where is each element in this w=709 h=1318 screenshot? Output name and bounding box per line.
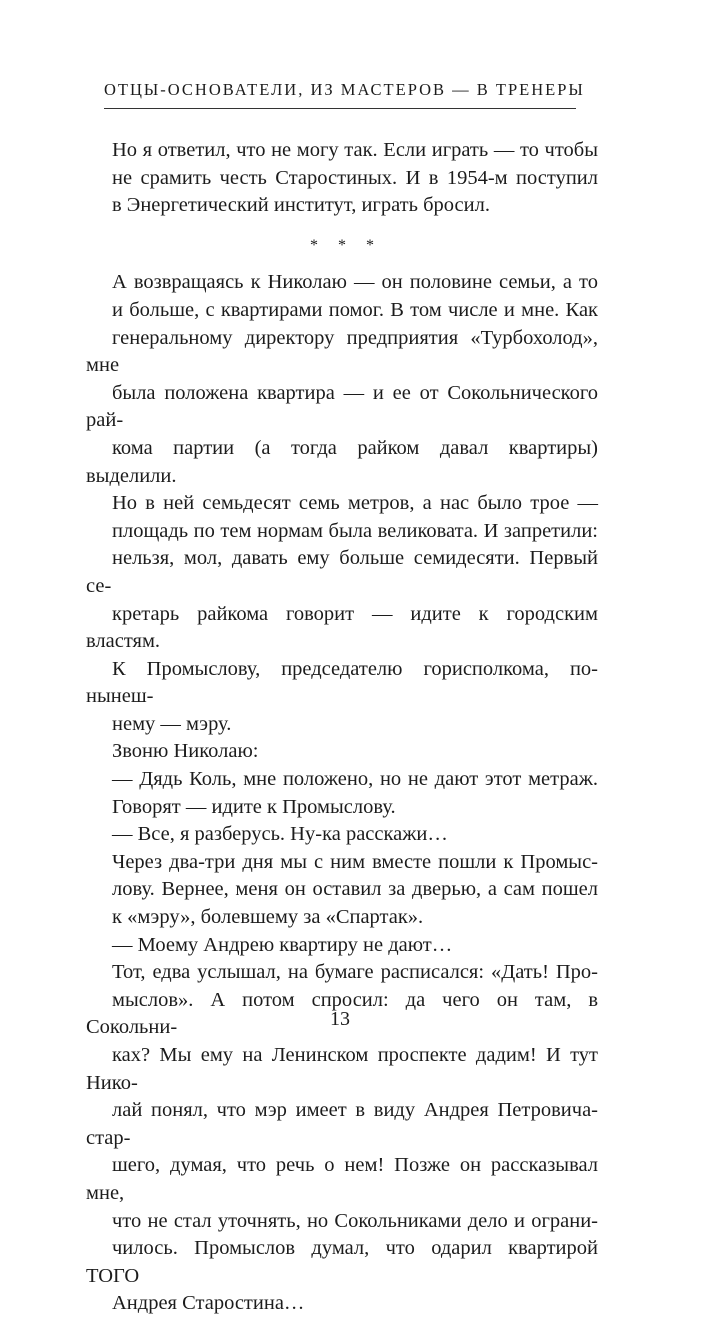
paragraph-8 (86, 932, 598, 960)
text-line: площадь по тем нормам была великовата. И запретили: (112, 519, 598, 542)
text-line: генеральному директору предприятия «Турбохолод», мне (86, 326, 598, 377)
text-line: — Все, я разберусь. Ну-ка расскажи… (112, 823, 448, 846)
paragraph-3 (86, 490, 598, 738)
page-number: 13 (330, 1008, 350, 1030)
text-line: лову. Вернее, меня он оставил за дверью, а сам пошел (112, 878, 598, 901)
text-line: в Энергетический институт, играть бросил. (112, 194, 490, 217)
paragraph-5 (86, 766, 598, 821)
text-line: — Дядь Коль, мне положено, но не дают этот метраж. (112, 768, 598, 791)
text-line: что не стал уточнять, но Сокольниками дело и ограни- (112, 1209, 598, 1232)
paragraph-4 (86, 738, 598, 766)
text-line: — Моему Андрею квартиру не дают… (112, 933, 453, 956)
text-line: ках? Мы ему на Ленинском проспекте дадим! И тут Нико- (86, 1044, 598, 1094)
text-line: К Промыслову, председателю горисполкома, по-нынеш- (86, 657, 598, 708)
text-line: нему — мэру. (112, 712, 232, 735)
text-line: нельзя, мол, давать ему больше семидесяти. Первый се- (86, 547, 598, 597)
text-line: Но в ней семьдесят семь метров, а нас было трое — (112, 492, 598, 515)
text-line: А возвращаясь к Николаю — он половине семьи, а то (112, 271, 598, 294)
text-line: Говорят — идите к Промыслову. (112, 795, 396, 818)
text-line: и больше, с квартирами помог. В том числе и мне. Как (112, 298, 598, 321)
paragraph-6 (86, 821, 598, 849)
section-break: * * * (310, 236, 382, 254)
text-line: не срамить честь Старостиных. И в 1954-м поступил (112, 166, 598, 189)
running-header: ОТЦЫ-ОСНОВАТЕЛИ, ИЗ МАСТЕРОВ — В ТРЕНЕРЫ (104, 80, 585, 99)
text-line: Андрея Старостина… (112, 1292, 305, 1315)
text-line: была положена квартира — и ее от Сокольнического рай- (86, 381, 598, 432)
text-line: Через два-три дня мы с ним вместе пошли к Промыс- (112, 850, 598, 873)
paragraph-1 (86, 137, 598, 220)
paragraph-2 (86, 269, 598, 490)
text-line: Тот, едва услышал, на бумаге расписался: «Дать! Про- (112, 961, 598, 984)
paragraph-7 (86, 849, 598, 932)
header-rule (104, 108, 576, 109)
text-line: шего, думая, что речь о нем! Позже он рассказывал мне, (86, 1154, 598, 1204)
text-line: Звоню Николаю: (112, 740, 259, 763)
text-line: Но я ответил, что не могу так. Если играть — то чтобы (112, 139, 598, 161)
text-line: кретарь райкома говорит — идите к городским властям. (86, 602, 598, 653)
text-line: чилось. Промыслов думал, что одарил квартирой ТОГО (86, 1237, 598, 1287)
text-line: лай понял, что мэр имеет в виду Андрея Петровича-стар- (86, 1099, 598, 1149)
text-line: кома партии (а тогда райком давал квартиры) выделили. (86, 436, 598, 487)
body-text (86, 137, 598, 1318)
text-line: к «мэру», болевшему за «Спартак». (112, 906, 424, 929)
text-line: мыслов». А потом спросил: да чего он там, в Сокольни- (86, 988, 598, 1039)
